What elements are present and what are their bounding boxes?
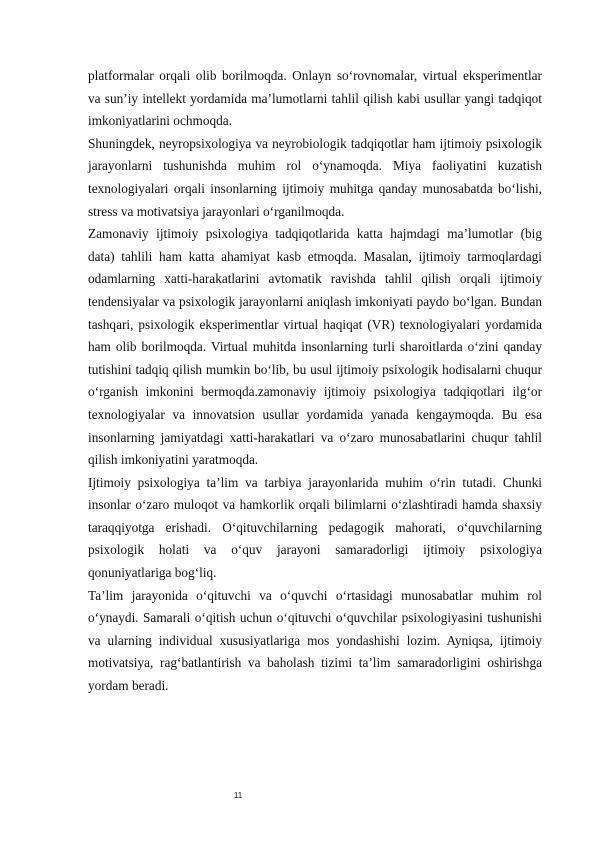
page-number: 11: [233, 791, 243, 800]
paragraph-online-methods: platformalar orqali olib borilmoqda. Onlayn so‘rovnomalar, virtual eksperimentlar va sun’iy intellekt yordamida ma’lumotlarni tahlil qilish kabi usullar yangi tadqiqot imkoniyatlarini ochmoqda.: [88, 68, 542, 129]
paragraph-teacher-student: Ta’lim jarayonida o‘qituvchi va o‘quvchi o‘rtasidagi munosabatlar muhim rol o‘ynaydi. Samarali o‘qitish uchun o‘qituvchi o‘quvchilar psixologiyasini tushunishi va ularning individual xususiyatlariga mos yondashishi lozim. Ayniqsa, ijtimoiy motivatsiya, rag‘batlantirish va baholash tizimi ta’lim samaradorligini oshirishga yordam beradi.: [88, 587, 542, 694]
paragraph-neuropsychology: Shuningdek, neyropsixologiya va neyrobiologik tadqiqotlar ham ijtimoiy psixologik jarayonlarni tushunishda muhim rol o‘ynamoqda. Miya faoliyatini kuzatish texnologiyalari orqali insonlarning ijtimoiy muhitga qanday munosabatda bo‘lishi, stress va motivatsiya jarayonlari o‘rganilmoqda.: [88, 135, 542, 219]
paragraph-education: Ijtimoiy psixologiya ta’lim va tarbiya jarayonlarida muhim o‘rin tutadi. Chunki insonlar o‘zaro muloqot va hamkorlik orqali bilimlarni o‘zlashtiradi hamda shaxsiy taraqqiyotga erishadi. O‘qituvchilarning pedagogik mahorati, o‘quvchilarning psixologik holati va o‘quv jarayoni samaradorligi ijtimoiy psixologiya qonuniyatlariga bog‘liq.: [88, 474, 542, 581]
page-body-text: [88, 65, 542, 698]
paragraph-big-data-vr: Zamonaviy ijtimoiy psixologiya tadqiqotlarida katta hajmdagi ma’lumotlar (big data) tahlili ham katta ahamiyat kasb etmoqda. Masalan, ijtimoiy tarmoqlardagi odamlarning xatti-harakatlarini avtomatik ravishda tahlil qilish orqali ijtimoiy tendensiyalar va psixologik jarayonlarni aniqlash imkoniyati paydo bo‘lgan. Bundan tashqari, psixologik eksperimentlar virtual haqiqat (VR) texnologiyalari yordamida ham olib borilmoqda. Virtual muhitda insonlarning turli sharoitlarda o‘zini qanday tutishini tadqiq qilish mumkin bo‘lib, bu usul ijtimoiy psixologik hodisalarni chuqur o‘rganish imkonini bermoqda.zamonaviy ijtimoiy psixologiya tadqiqotlari ilg‘or texnologiyalar va innovatsion usullar yordamida yanada kengaymoqda. Bu esa insonlarning jamiyatdagi xatti-harakatlari va o‘zaro munosabatlarini chuqur tahlil qilish imkoniyatini yaratmoqda.: [88, 226, 542, 468]
